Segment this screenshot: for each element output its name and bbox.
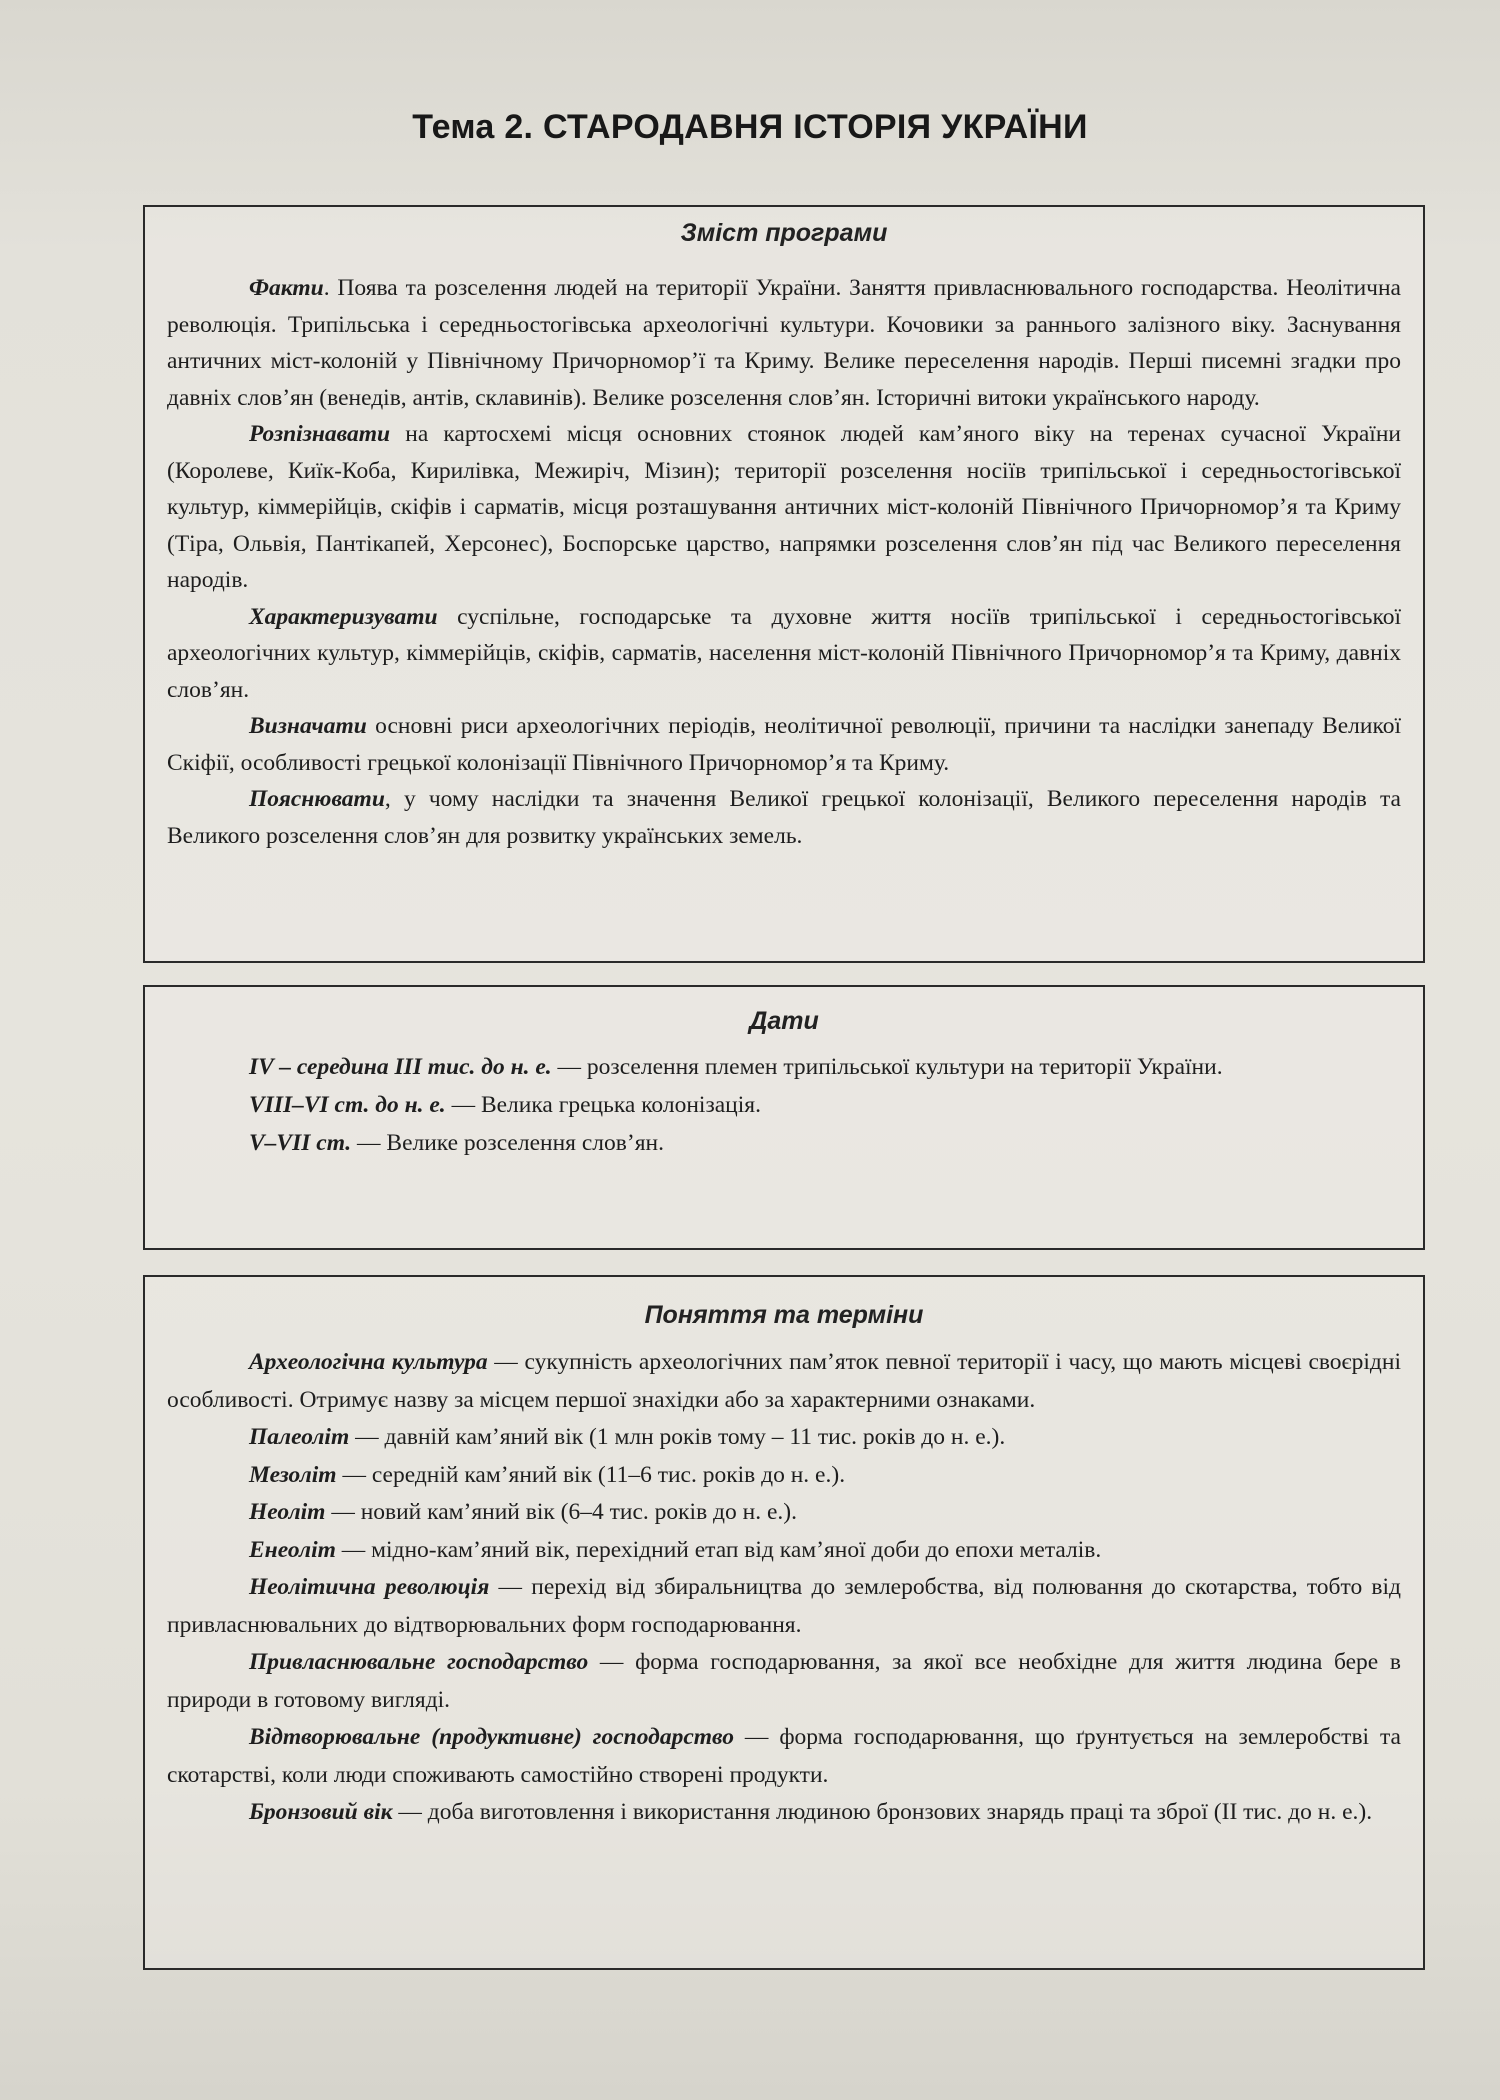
concept-item xyxy=(167,1344,1401,1419)
concept-term: Привласнювальне господарство xyxy=(249,1649,589,1675)
concept-item xyxy=(167,1644,1401,1719)
define-term: Визначати xyxy=(249,713,367,739)
define-paragraph xyxy=(167,708,1401,781)
concept-term: Палеоліт xyxy=(249,1424,350,1450)
concept-definition: — мідно-кам’яний вік, перехідний етап від кам’яної доби до епохи металів. xyxy=(335,1536,1102,1563)
facts-paragraph xyxy=(167,270,1401,416)
date-term: V–VII ст. xyxy=(249,1130,352,1156)
concept-term: Енеоліт xyxy=(249,1536,336,1563)
concept-item xyxy=(167,1494,1401,1532)
date-item xyxy=(167,1124,1401,1162)
concept-term: Археологічна культура xyxy=(249,1349,488,1375)
concept-definition: — форма господарювання, що ґрунтується на землеробстві та скотарстві, коли люди споживають самостійно створені продукти. xyxy=(167,1724,1401,1788)
dates-heading: Дати xyxy=(749,1007,819,1035)
concept-definition: — давній кам’яний вік (1 млн років тому – 11 тис. років до н. е.). xyxy=(349,1424,1006,1450)
concept-term: Мезоліт xyxy=(249,1461,337,1488)
explain-paragraph xyxy=(167,781,1401,854)
concept-definition: — доба виготовлення і використання людиною бронзових знарядь праці та зброї (II тис. до н. е.). xyxy=(392,1799,1373,1825)
concept-definition: — сукупність археологічних пам’яток певної території і часу, що мають місцеві своєрідні особливості. Отримує назву за місцем першої знахідки або за характерними ознаками. xyxy=(167,1349,1401,1413)
concepts-box xyxy=(143,1275,1425,1970)
explain-term: Пояснювати xyxy=(249,786,385,812)
concept-term: Бронзовий вік xyxy=(249,1799,393,1825)
date-term: IV – середина III тис. до н. е. xyxy=(249,1054,552,1080)
page-title: Тема 2. СТАРОДАВНЯ ІСТОРІЯ УКРАЇНИ xyxy=(412,108,1088,146)
date-text: — Велике розселення слов’ян. xyxy=(351,1130,664,1156)
date-term: VIII–VI ст. до н. е. xyxy=(249,1092,446,1118)
date-text: — Велика грецька колонізація. xyxy=(445,1092,761,1118)
characterize-text: суспільне, господарське та духовне життя носіїв трипільської і середньостогівської археологічних культур, кіммерійців, скіфів, сарматів, населення міст-колоній Північного Причорномор’я та Криму, давніх слов’ян. xyxy=(167,603,1401,703)
concept-term: Неолітична революція xyxy=(249,1574,490,1600)
characterize-paragraph xyxy=(167,599,1401,709)
concept-item xyxy=(167,1419,1401,1457)
recognize-paragraph xyxy=(167,416,1401,599)
concept-definition: — форма господарювання, за якої все необхідне для життя людина бере в природи в готовому вигляді. xyxy=(167,1649,1401,1713)
concept-definition: — середній кам’яний вік (11–6 тис. років до н. е.). xyxy=(336,1461,846,1488)
concept-item xyxy=(167,1457,1401,1495)
date-item xyxy=(167,1086,1401,1124)
program-content-box xyxy=(143,205,1425,963)
concept-item xyxy=(167,1532,1401,1570)
date-text: — розселення племен трипільської культури на території України. xyxy=(551,1054,1223,1080)
recognize-term: Розпізнавати xyxy=(249,421,391,447)
recognize-text: на картосхемі місця основних стоянок людей кам’яного віку на теренах сучасної України (Королеве, Киїк-Коба, Кирилівка, Межиріч, Мізин); території розселення носіїв трипільської і середньостогівської культур, кіммерійців, скіфів і сарматів, місця розташування античних міст-колоній Північного Причорномор’я та Криму (Тіра, Ольвія, Пантікапей, Херсонес), Боспорське царство, напрямки розселення слов’ян під час Великого переселення народів. xyxy=(167,421,1401,593)
concept-term: Неоліт xyxy=(249,1499,326,1525)
characterize-term: Характеризувати xyxy=(249,603,438,630)
concept-definition: — новий кам’яний вік (6–4 тис. років до н. е.). xyxy=(325,1499,797,1525)
concept-definition: — перехід від збиральництва до землеробства, від полювання до скотарства, тобто від привласнювальних до відтворювальних форм господарювання. xyxy=(167,1574,1401,1638)
facts-text: . Поява та розселення людей на території України. Заняття привласнювального господарства. Неолітична революція. Трипільська і середньостогівська археологічні культури. Кочовики за раннього залізного віку. Заснування античних міст-колоній у Північному Причорномор’ї та Криму. Велике переселення народів. Перші писемні згадки про давніх слов’ян (венедів, антів, склавинів). Велике розселення слов’ян. Історичні витоки українського народу. xyxy=(167,275,1401,411)
explain-text: , у чому наслідки та значення Великої грецької колонізації, Великого переселення народів та Великого розселення слов’ян для розвитку українських земель. xyxy=(167,786,1401,849)
concepts-heading: Поняття та терміни xyxy=(644,1301,924,1329)
program-heading: Зміст програми xyxy=(680,219,888,247)
concept-item xyxy=(167,1569,1401,1644)
define-text: основні риси археологічних періодів, неолітичної революції, причини та наслідки занепаду Великої Скіфії, особливості грецької колонізації Північного Причорномор’я та Криму. xyxy=(167,713,1401,776)
facts-term: Факти xyxy=(249,275,324,301)
concept-item xyxy=(167,1794,1401,1832)
dates-box xyxy=(143,985,1425,1250)
date-item xyxy=(167,1048,1401,1086)
concept-item xyxy=(167,1719,1401,1794)
concept-term: Відтворювальне (продуктивне) господарство xyxy=(249,1724,734,1750)
